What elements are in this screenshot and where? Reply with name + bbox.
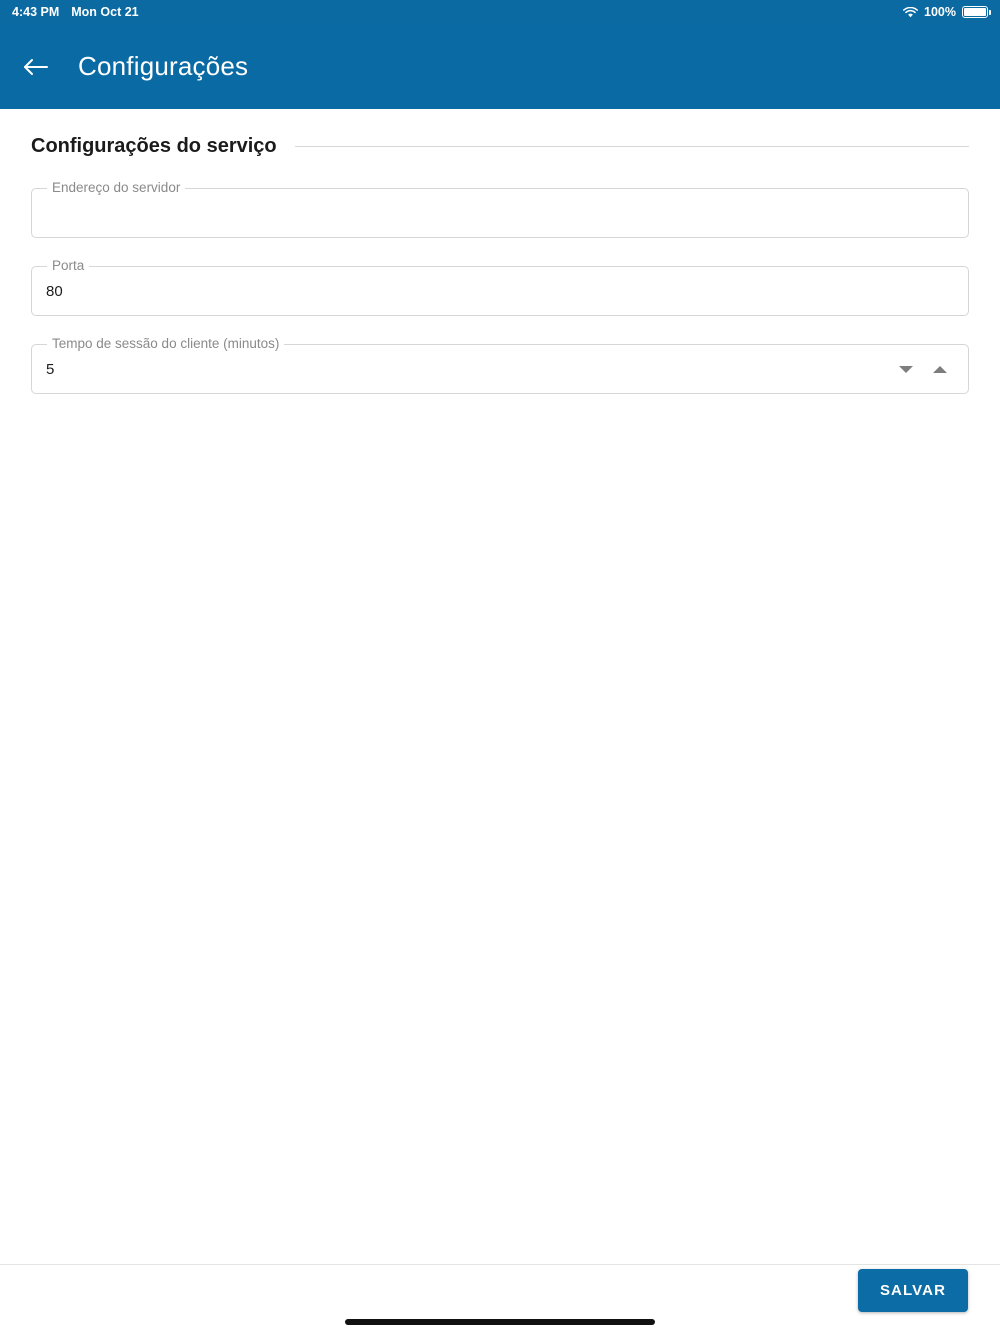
port-input[interactable] [46,283,954,300]
home-indicator [345,1319,655,1325]
section-divider [295,146,969,147]
arrow-left-icon [22,56,48,78]
field-label-client-session-time: Tempo de sessão do cliente (minutos) [47,336,284,352]
field-port [31,258,969,316]
quantity-stepper [896,359,954,379]
field-client-session-time [31,336,969,394]
section-header [31,135,969,158]
wifi-icon [903,7,918,18]
field-server-address [31,180,969,238]
app-bar [0,24,1000,109]
triangle-up-icon[interactable] [930,359,950,379]
status-time: 4:43 PM [12,5,60,19]
battery-percent-label: 100% [924,5,956,19]
battery-full-icon [962,6,988,18]
field-box-port[interactable] [31,266,969,316]
status-bar-right [903,5,988,19]
status-date: Mon Oct 21 [71,5,139,19]
page-title: Configurações [78,51,249,81]
field-label-server-address: Endereço do servidor [47,180,185,196]
server-address-input[interactable] [46,205,954,222]
settings-content [0,109,1000,1264]
client-session-time-input[interactable] [46,361,896,378]
status-bar-left [12,5,139,19]
back-button[interactable] [18,50,52,84]
section-title: Configurações do serviço [31,135,277,157]
field-label-port: Porta [47,258,89,274]
triangle-down-icon[interactable] [896,359,916,379]
save-button[interactable]: SALVAR [858,1269,968,1312]
status-bar [0,0,1000,24]
